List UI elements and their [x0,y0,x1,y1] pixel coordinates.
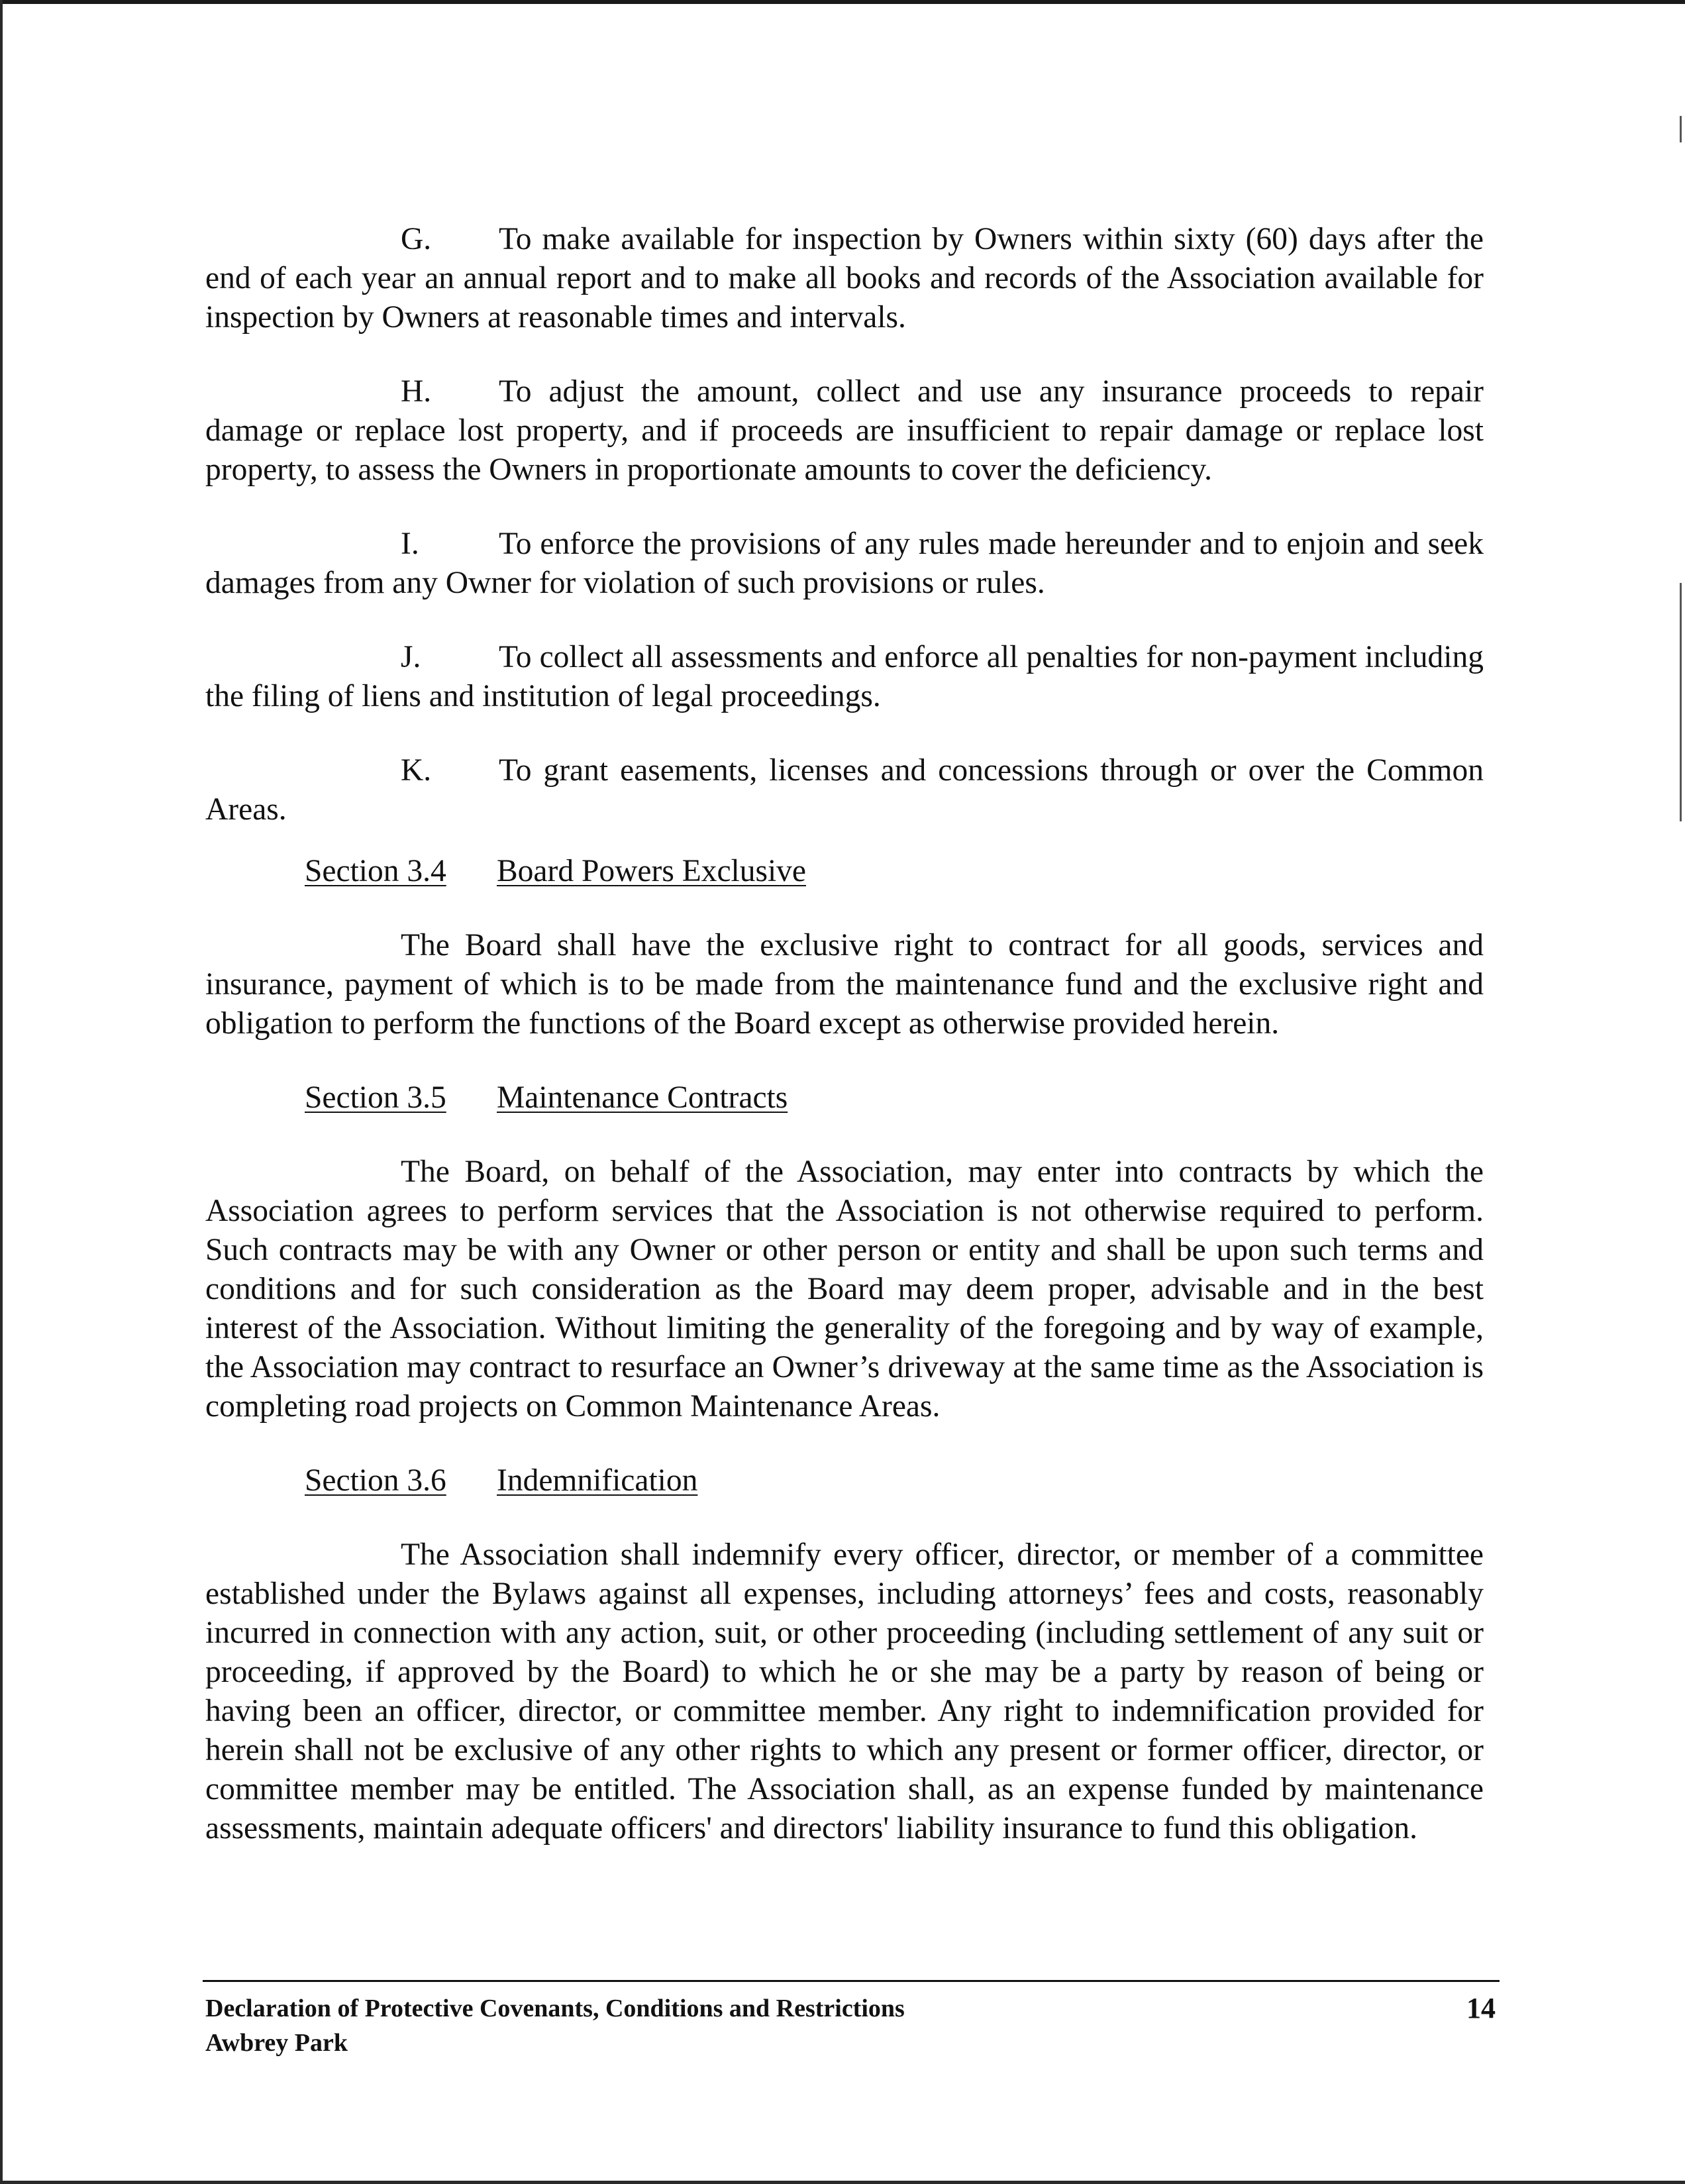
list-item-text: To adjust the amount, collect and use any insurance proceeds to repair damage or replace lost property, and if proceeds are insufficient to repair damage or replace lost property, to assess the Owners in proportionate amounts to cover the deficiency. [205,374,1484,487]
section-number: Section 3.6 [305,1463,446,1498]
footer-divider [203,1980,1500,1982]
section-body-3-5 [205,1153,1484,1426]
list-item-j [205,638,1484,716]
document-body [205,220,1484,1883]
list-item-k [205,751,1484,829]
section-heading-3-4 [305,852,1484,891]
section-body-text: The Board shall have the exclusive right to contract for all goods, services and insurance, payment of which is to be made from the maintenance fund and the exclusive right and obligation to perform the functions of the Board except as otherwise provided herein. [205,928,1484,1041]
list-item-letter: J. [401,640,421,674]
section-number: Section 3.4 [305,854,446,888]
page-footer [205,1991,1496,2060]
section-heading-3-6 [305,1461,1484,1500]
footer-document-title: Declaration of Protective Covenants, Conditions and Restrictions [205,1995,905,2022]
list-item-text: To grant easements, licenses and concessions through or over the Common Areas. [205,753,1484,827]
list-item-i [205,525,1484,603]
scan-artifact-mark [1680,583,1682,821]
footer-subtitle: Awbrey Park [205,2029,348,2057]
scan-artifact-mark [1680,116,1682,142]
section-body-text: The Association shall indemnify every officer, director, or member of a committee established under the Bylaws against all expenses, including attorneys’ fees and costs, reasonably incurred in connection with any action, suit, or other proceeding (including settlement of any suit or proceeding, if approved by the Board) to which he or she may be a party by reason of being or having been an officer, director, or committee member. Any right to indemnification provided for herein shall not be exclusive of any other rights to which any present or former officer, director, or committee member may be entitled. The Association shall, as an expense funded by maintenance assessments, maintain adequate officers' and directors' liability insurance to fund this obligation. [205,1537,1484,1846]
section-body-3-4 [205,926,1484,1043]
list-item-text: To make available for inspection by Owners within sixty (60) days after the end of each year an annual report and to make all books and records of the Association available for inspection by Owners at reasonable times and intervals. [205,222,1484,335]
list-item-letter: H. [401,374,432,409]
page-number: 14 [1466,1992,1496,2024]
section-body-text: The Board, on behalf of the Association, may enter into contracts by which the Association agrees to perform services that the Association is not otherwise required to perform. Such contracts may be with any Owner or other person or entity and shall be upon such terms and conditions and for such consideration as the Board may deem proper, advisable and in the best interest of the Association. Without limiting the generality of the foregoing and by way of example, the Association may contract to resurface an Owner’s driveway at the same time as the Association is completing road projects on Common Maintenance Areas. [205,1155,1484,1424]
section-heading-3-5 [305,1078,1484,1118]
list-item-letter: I. [401,527,419,561]
list-item-h [205,372,1484,490]
section-title: Maintenance Contracts [497,1080,788,1115]
list-item-text: To enforce the provisions of any rules made hereunder and to enjoin and seek damages from any Owner for violation of such provisions or rules. [205,527,1484,600]
section-title: Board Powers Exclusive [497,854,806,888]
scan-edge-bottom [0,2181,1685,2184]
list-item-g [205,220,1484,337]
list-item-text: To collect all assessments and enforce all penalties for non-payment including the filing of liens and institution of legal proceedings. [205,640,1484,713]
scan-edge-left [0,0,3,2184]
section-title: Indemnification [497,1463,698,1498]
section-body-3-6 [205,1535,1484,1848]
list-item-letter: K. [401,753,432,788]
section-number: Section 3.5 [305,1080,446,1115]
scan-edge-top [0,0,1685,4]
list-item-letter: G. [401,222,432,256]
